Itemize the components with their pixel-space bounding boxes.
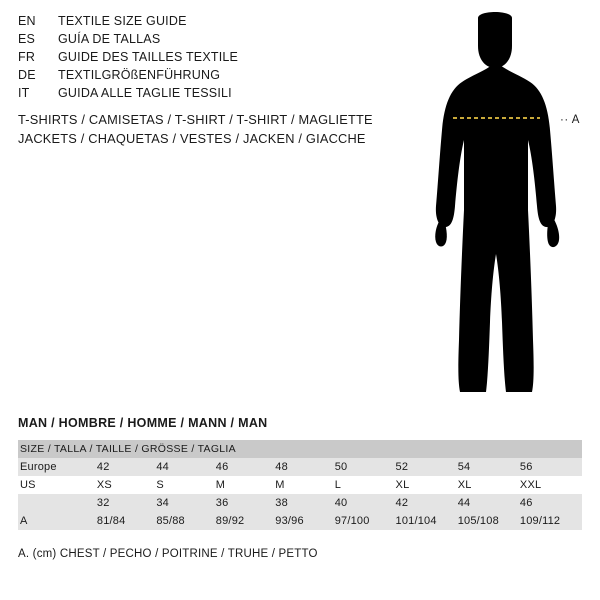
language-code: DE <box>18 68 36 82</box>
table-row <box>18 494 582 512</box>
table-cell: 38 <box>275 494 334 512</box>
table-cell: XS <box>97 476 156 494</box>
table-header-row <box>18 440 582 458</box>
table-cell: 32 <box>97 494 156 512</box>
table-header-label: SIZE / TALLA / TAILLE / GRÖSSE / TAGLIA <box>18 440 582 458</box>
male-silhouette-figure <box>400 10 600 400</box>
table-cell: 89/92 <box>216 512 275 530</box>
table-cell: 101/104 <box>396 512 458 530</box>
language-list <box>18 14 398 104</box>
table-cell: M <box>216 476 275 494</box>
row-label: US <box>18 476 97 494</box>
table-row <box>18 458 582 476</box>
table-cell: 44 <box>458 494 520 512</box>
size-table-wrapper <box>18 440 582 530</box>
language-row <box>18 14 398 32</box>
category-line-jackets: JACKETS / CHAQUETAS / VESTES / JACKEN / GIACCHE <box>18 131 366 146</box>
table-cell: 34 <box>156 494 215 512</box>
row-label: Europe <box>18 458 97 476</box>
row-label: A <box>18 512 97 530</box>
language-text: TEXTILGRÖßENFÜHRUNG <box>58 68 221 82</box>
table-cell: 46 <box>216 458 275 476</box>
table-cell: 93/96 <box>275 512 334 530</box>
table-cell: 52 <box>396 458 458 476</box>
table-cell: 50 <box>335 458 396 476</box>
table-cell: 54 <box>458 458 520 476</box>
table-cell: 44 <box>156 458 215 476</box>
category-line-tshirts: T-SHIRTS / CAMISETAS / T-SHIRT / T-SHIRT / MAGLIETTE <box>18 112 373 127</box>
table-cell: XL <box>458 476 520 494</box>
table-cell: 40 <box>335 494 396 512</box>
language-row <box>18 50 398 68</box>
table-cell: 81/84 <box>97 512 156 530</box>
language-row <box>18 86 398 104</box>
table-cell: L <box>335 476 396 494</box>
row-label <box>18 494 97 512</box>
size-table <box>18 440 582 530</box>
gender-heading: MAN / HOMBRE / HOMME / MANN / MAN <box>18 416 268 430</box>
table-cell: 36 <box>216 494 275 512</box>
chest-measure-label <box>560 114 580 126</box>
language-row <box>18 68 398 86</box>
table-cell: XL <box>396 476 458 494</box>
table-row <box>18 512 582 530</box>
table-cell: XXL <box>520 476 582 494</box>
language-text: GUÍA DE TALLAS <box>58 32 161 46</box>
language-code: IT <box>18 86 30 100</box>
table-cell: 105/108 <box>458 512 520 530</box>
language-text: GUIDA ALLE TAGLIE TESSILI <box>58 86 232 100</box>
category-list <box>18 110 418 148</box>
language-text: TEXTILE SIZE GUIDE <box>58 14 187 28</box>
table-row <box>18 476 582 494</box>
table-cell: 56 <box>520 458 582 476</box>
table-cell: 97/100 <box>335 512 396 530</box>
table-cell: S <box>156 476 215 494</box>
table-cell: 46 <box>520 494 582 512</box>
silhouette-svg <box>400 10 600 400</box>
language-code: FR <box>18 50 36 64</box>
footnote: A. (cm) CHEST / PECHO / POITRINE / TRUHE / PETTO <box>18 548 318 560</box>
chest-measure-letter: A <box>571 114 580 126</box>
language-row <box>18 32 398 50</box>
language-code: ES <box>18 32 36 46</box>
language-text: GUIDE DES TAILLES TEXTILE <box>58 50 239 64</box>
chest-measure-dots: ·· <box>560 114 569 126</box>
table-cell: 109/112 <box>520 512 582 530</box>
table-cell: 42 <box>396 494 458 512</box>
table-cell: M <box>275 476 334 494</box>
table-cell: 85/88 <box>156 512 215 530</box>
table-cell: 48 <box>275 458 334 476</box>
language-code: EN <box>18 14 36 28</box>
table-cell: 42 <box>97 458 156 476</box>
